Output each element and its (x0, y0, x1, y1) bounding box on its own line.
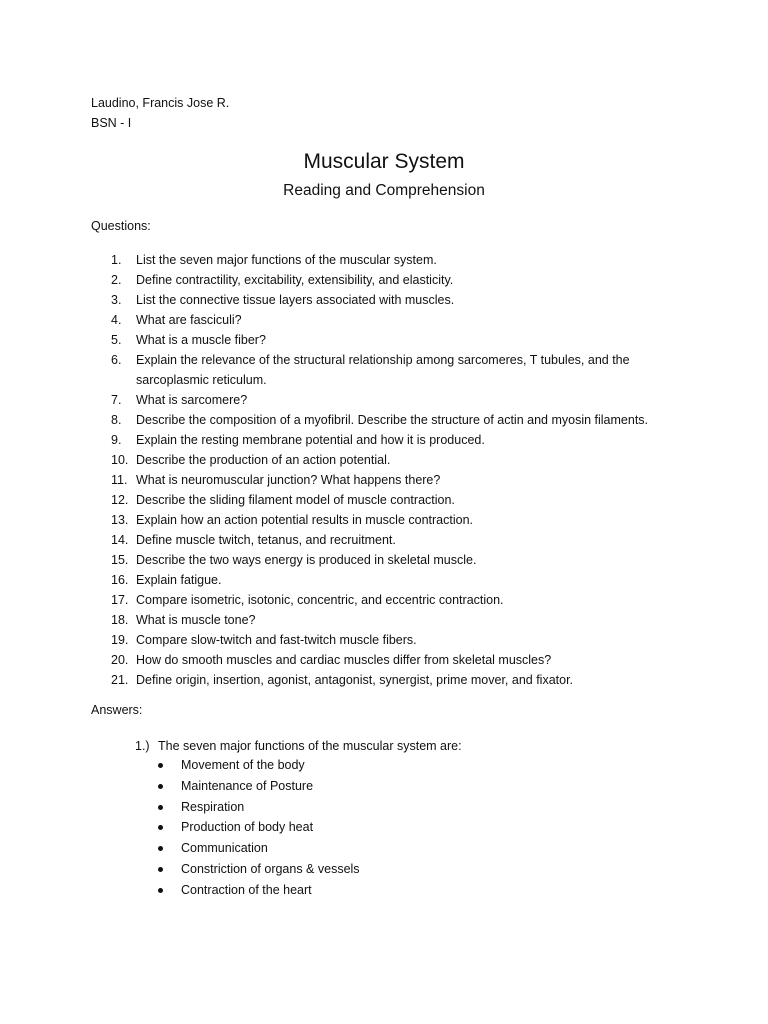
question-text: Describe the two ways energy is produced in skeletal muscle. (136, 553, 477, 567)
answer-bullet-item (0, 755, 768, 776)
document-title: Muscular System (303, 150, 465, 173)
question-item (0, 310, 768, 330)
question-number: 6. (111, 353, 122, 367)
question-text: Explain fatigue. (136, 573, 222, 587)
question-text: What is muscle tone? (136, 613, 256, 627)
question-number: 17. (111, 593, 129, 607)
question-text: How do smooth muscles and cardiac muscles differ from skeletal muscles? (136, 653, 552, 667)
question-item (0, 530, 768, 550)
answer-bullet-text: Contraction of the heart (181, 882, 312, 897)
question-number: 5. (111, 333, 122, 347)
question-text: Define origin, insertion, agonist, antagonist, synergist, prime mover, and fixator. (136, 673, 574, 687)
bullet-icon (158, 784, 163, 789)
answer-1-text: The seven major functions of the muscular system are: (158, 739, 462, 753)
question-text: Compare isometric, isotonic, concentric, and eccentric contraction. (136, 593, 504, 607)
document-subtitle: Reading and Comprehension (283, 182, 485, 199)
answer-bullet-item (0, 838, 768, 859)
question-item (0, 250, 768, 270)
question-item (0, 550, 768, 570)
course-label: BSN - I (91, 116, 132, 130)
answer-bullet-text: Production of body heat (181, 820, 314, 835)
question-text-continued: sarcoplasmic reticulum. (136, 373, 267, 387)
question-item (0, 390, 768, 410)
question-item (0, 330, 768, 350)
question-text: What is sarcomere? (136, 393, 248, 407)
question-text: List the connective tissue layers associated with muscles. (136, 293, 455, 307)
question-number: 1. (111, 253, 122, 267)
answer-1-bullet-list (0, 755, 768, 901)
answers-heading: Answers: (91, 703, 143, 717)
question-text: List the seven major functions of the muscular system. (136, 253, 437, 267)
question-text: Define contractility, excitability, extensibility, and elasticity. (136, 273, 454, 287)
question-item (0, 570, 768, 590)
question-number: 15. (111, 553, 129, 567)
answer-bullet-item (0, 880, 768, 901)
question-number: 13. (111, 513, 129, 527)
question-item (0, 430, 768, 450)
bullet-icon (158, 846, 163, 851)
bullet-icon (158, 763, 163, 768)
author-name: Laudino, Francis Jose R. (91, 96, 230, 110)
bullet-icon (158, 805, 163, 810)
questions-list (0, 250, 768, 690)
answer-bullet-item (0, 859, 768, 880)
answer-bullet-item (0, 817, 768, 838)
question-text: Explain the resting membrane potential and how it is produced. (136, 433, 485, 447)
question-number: 10. (111, 453, 129, 467)
answer-1-lead (135, 736, 462, 756)
question-item (0, 590, 768, 610)
bullet-icon (158, 888, 163, 893)
question-text: What is neuromuscular junction? What happens there? (136, 473, 441, 487)
question-number: 11. (111, 473, 128, 487)
question-text: Define muscle twitch, tetanus, and recruitment. (136, 533, 396, 547)
answer-bullet-text: Communication (181, 841, 268, 856)
question-text: Describe the production of an action potential. (136, 453, 391, 467)
question-item (0, 470, 768, 490)
question-number: 4. (111, 313, 122, 327)
question-item (0, 270, 768, 290)
question-text: Describe the composition of a myofibril. Describe the structure of actin and myosin filaments. (136, 413, 649, 427)
answer-bullet-text: Constriction of organs & vessels (181, 861, 360, 876)
question-item (0, 510, 768, 530)
answer-bullet-text: Movement of the body (181, 758, 305, 772)
question-item (0, 450, 768, 470)
question-item (0, 610, 768, 630)
question-item (0, 410, 768, 430)
question-number: 3. (111, 293, 122, 307)
answer-bullet-item (0, 776, 768, 797)
question-item (0, 670, 768, 690)
question-number: 20. (111, 653, 129, 667)
answer-bullet-text: Respiration (181, 799, 245, 814)
question-text: What are fasciculi? (136, 313, 242, 327)
question-text: What is a muscle fiber? (136, 333, 266, 347)
question-number: 14. (111, 533, 129, 547)
question-text: Compare slow-twitch and fast-twitch muscle fibers. (136, 633, 417, 647)
question-item (0, 630, 768, 650)
bullet-icon (158, 825, 163, 830)
questions-heading: Questions: (91, 219, 151, 233)
question-number: 8. (111, 413, 122, 427)
question-number: 9. (111, 433, 122, 447)
question-text: Describe the sliding filament model of muscle contraction. (136, 493, 455, 507)
question-text: Explain the relevance of the structural relationship among sarcomeres, T tubules, and the (136, 353, 630, 367)
answer-1-number: 1.) (135, 739, 150, 753)
question-number: 12. (111, 493, 129, 507)
question-number: 21. (111, 673, 129, 687)
question-item (0, 290, 768, 310)
question-text: Explain how an action potential results in muscle contraction. (136, 513, 473, 527)
question-item (0, 350, 768, 390)
question-number: 18. (111, 613, 129, 627)
question-number: 7. (111, 393, 122, 407)
answer-bullet-text: Maintenance of Posture (181, 778, 314, 793)
question-number: 16. (111, 573, 129, 587)
bullet-icon (158, 867, 163, 872)
question-item (0, 650, 768, 670)
question-number: 19. (111, 633, 129, 647)
question-number: 2. (111, 273, 122, 287)
question-item (0, 490, 768, 510)
answer-bullet-item (0, 797, 768, 818)
